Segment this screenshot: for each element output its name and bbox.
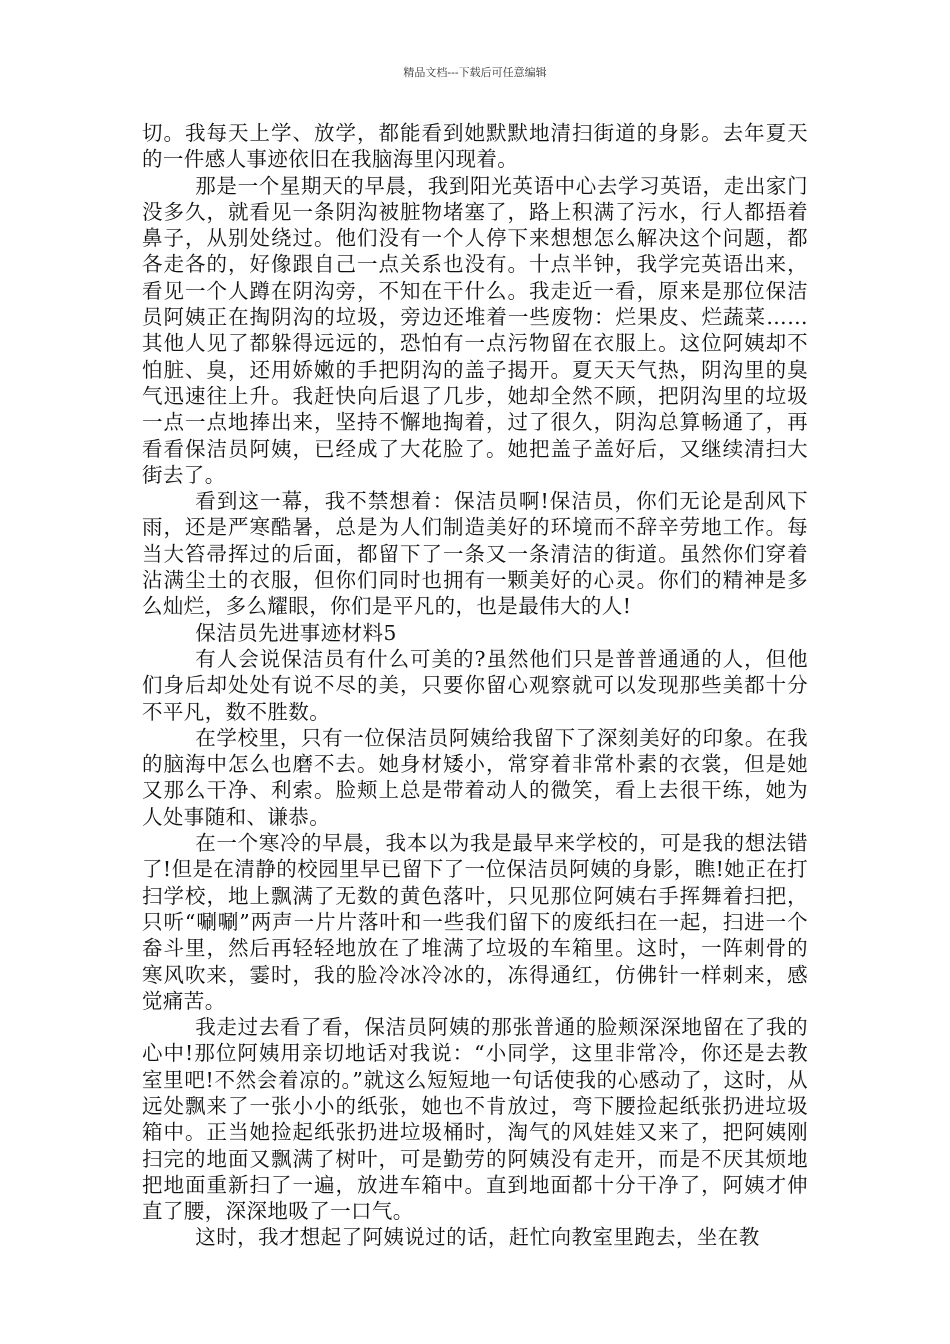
paragraph: 在学校里，只有一位保洁员阿姨给我留下了深刻美好的印象。在我的脑海中怎么也磨不去。她身材矮小，常穿着非常朴素的衣裳，但是她又那么干净、利索。脸颊上总是带着动人的微笑，看上去很干练，她为人处事随和、谦恭。 <box>142 725 808 829</box>
paragraph: 我走过去看了看，保洁员阿姨的那张普通的脸颊深深地留在了我的心中!那位阿姨用亲切地话对我说：“小同学，这里非常冷，你还是去教室里吧!不然会着凉的。”就这么短短地一句话使我的心感动了，这时，从远处飘来了一张小小的纸张，她也不肯放过，弯下腰捡起纸张扔进垃圾箱中。正当她捡起纸张扔进垃圾桶时，淘气的风娃娃又来了，把阿姨刚扫完的地面又飘满了树叶，可是勤劳的阿姨没有走开，而是不厌其烦地把地面重新扫了一遍，放进车箱中。直到地面都十分干净了，阿姨才伸直了腰，深深地吸了一口气。 <box>142 1015 808 1224</box>
paragraph: 看到这一幕，我不禁想着：保洁员啊!保洁员，你们无论是刮风下雨，还是严寒酷暑，总是为人们制造美好的环境而不辞辛劳地工作。每当大笞帚挥过的后面，都留下了一条又一条清洁的街道。虽然你们穿着沾满尘土的衣服，但你们同时也拥有一颗美好的心灵。你们的精神是多么灿烂，多么耀眼，你们是平凡的，也是最伟大的人! <box>142 489 808 619</box>
paragraph: 在一个寒冷的早晨，我本以为我是最早来学校的，可是我的想法错了!但是在清静的校园里早已留下了一位保洁员阿姨的身影，瞧!她正在打扫学校，地上飘满了无数的黄色落叶，只见那位阿姨右手挥舞着扫把，只听“唰唰”两声一片片落叶和一些我们留下的废纸扫在一起，扫进一个畚斗里，然后再轻轻地放在了堆满了垃圾的车箱里。这时，一阵刺骨的寒风吹来，霎时，我的脸冷冰冷冰的，冻得通红，仿佛针一样刺来，感觉痛苦。 <box>142 831 808 1013</box>
page-header: 精品文档---下载后可任意编辑 <box>403 66 547 79</box>
paragraph: 这时，我才想起了阿姨说过的话，赶忙向教室里跑去，坐在教 <box>195 1225 760 1250</box>
paragraph: 有人会说保洁员有什么可美的?虽然他们只是普普通通的人，但他们身后却处处有说不尽的美，只要你留心观察就可以发现那些美都十分不平凡，数不胜数。 <box>142 646 808 724</box>
paragraph: 切。我每天上学、放学，都能看到她默默地清扫街道的身影。去年夏天的一件感人事迹依旧在我脑海里闪现着。 <box>142 121 808 172</box>
paragraph: 那是一个星期天的早晨，我到阳光英语中心去学习英语，走出家门没多久，就看见一条阴沟被脏物堵塞了，路上积满了污水，行人都捂着鼻子，从别处绕过。他们没有一个人停下来想想怎么解决这个问题，都各走各的，好像跟自己一点关系也没有。十点半钟，我学完英语出来，看见一个人蹲在阴沟旁，不知在干什么。我走近一看，原来是那位保洁员阿姨正在掏阴沟的垃圾，旁边还堆着一些废物：烂果皮、烂蔬菜……其他人见了都躲得远远的，恐怕有一点污物留在衣服上。这位阿姨却不怕脏、臭，还用娇嫩的手把阴沟的盖子揭开。夏天天气热，阴沟里的臭气迅速往上升。我赶快向后退了几步，她却全然不顾，把阴沟里的垃圾一点一点地捧出来，坚持不懈地掏着，过了很久，阴沟总算畅通了，再看看保洁员阿姨，已经成了大花脸了。她把盖子盖好后，又继续清扫大街去了。 <box>142 173 808 487</box>
section-subtitle: 保洁员先进事迹材料5 <box>195 620 397 645</box>
document-body <box>142 120 808 1251</box>
